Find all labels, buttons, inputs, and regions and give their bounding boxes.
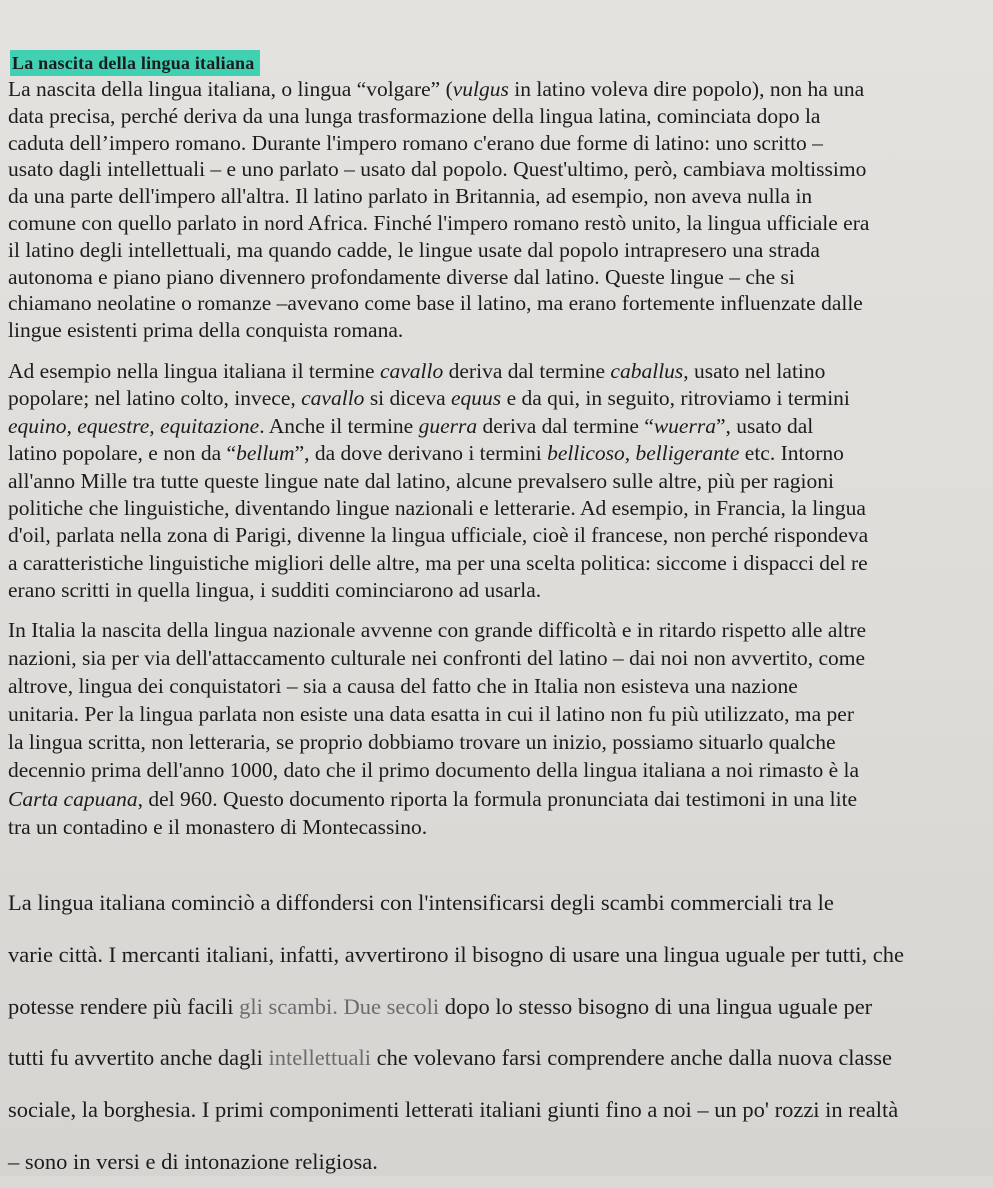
text-line: sociale, la borghesia. I primi componimenti letterati italiani giunti fino a noi – un po' rozzi in realtà (8, 1097, 899, 1123)
text-line: nazioni, sia per via dell'attaccamento culturale nei confronti del latino – dai noi non avvertito, come (8, 646, 865, 671)
paragraph-4 (8, 877, 983, 1188)
text-line: chiamano neolatine o romanze –avevano come base il latino, ma erano fortemente influenzate dalle (8, 291, 863, 316)
text-line: comune con quello parlato in nord Africa. Finché l'impero romano restò unito, la lingua ufficiale era (8, 210, 870, 235)
document-title: La nascita della lingua italiana (10, 50, 260, 76)
text-line: autonoma e piano piano divennero profondamente diverse dal latino. Queste lingue – che si (8, 264, 795, 289)
text-line: – sono in versi e di intonazione religiosa. (8, 1148, 378, 1174)
text-line: lingue esistenti prima della conquista romana. (8, 318, 404, 343)
text-line: Ad esempio nella lingua italiana il termine cavallo deriva dal termine caballus, usato nel latino (8, 359, 826, 383)
text-line: varie città. I mercanti italiani, infatti, avvertirono il bisogno di usare una lingua uguale per tutti, che (8, 941, 904, 967)
text-line: In Italia la nascita della lingua nazionale avvenne con grande difficoltà e in ritardo rispetto alle altre (8, 618, 867, 642)
text-line: il latino degli intellettuali, ma quando cadde, le lingue usate dal popolo intrapresero una strada (8, 237, 820, 262)
text-line: la lingua scritta, non letteraria, se proprio dobbiamo trovare un inizio, possiamo situarlo qualche (8, 730, 836, 755)
text-line: La nascita della lingua italiana, o lingua “volgare” (vulgus in latino voleva dire popolo), non ha una (8, 77, 865, 101)
text-line: unitaria. Per la lingua parlata non esiste una data esatta in cui il latino non fu più utilizzato, ma per (8, 702, 854, 727)
text-line: politiche che linguistiche, diventando lingue nazionali e letterarie. Ad esempio, in Francia, la lingua (8, 496, 866, 521)
text-line: La lingua italiana cominciò a diffondersi con l'intensificarsi degli scambi commerciali tra le (8, 890, 834, 915)
text-line: tra un contadino e il monastero di Montecassino. (8, 814, 428, 839)
text-line: latino popolare, e non da “bellum”, da dove derivano i termini bellicoso, belligerante etc. Intorno (8, 441, 844, 466)
paragraph-2 (8, 358, 983, 605)
text-line: erano scritti in quella lingua, i sudditi cominciarono ad usarla. (8, 578, 542, 603)
text-line: d'oil, parlata nella zona di Parigi, divenne la lingua ufficiale, cioè il francese, non perché rispondeva (8, 523, 869, 548)
text-line: equino, equestre, equitazione. Anche il termine guerra deriva dal termine “wuerra”, usato dal (8, 413, 814, 438)
text-line: decennio prima dell'anno 1000, dato che il primo documento della lingua italiana a noi rimasto è la (8, 758, 860, 783)
paragraph-1 (8, 76, 983, 344)
text-line: tutti fu avvertito anche dagli intellettuali che volevano farsi comprendere anche dalla nuova classe (8, 1045, 893, 1071)
text-line: potesse rendere più facili gli scambi. Due secoli dopo lo stesso bisogno di una lingua uguale per (8, 993, 873, 1019)
text-line: data precisa, perché deriva da una lunga trasformazione della lingua latina, cominciata dopo la (8, 103, 821, 128)
text-line: popolare; nel latino colto, invece, cavallo si diceva equus e da qui, in seguito, ritroviamo i termini (8, 386, 850, 411)
text-line: da una parte dell'impero all'altra. Il latino parlato in Britannia, ad esempio, non aveva nulla in (8, 184, 813, 209)
text-line: altrove, lingua dei conquistatori – sia a causa del fatto che in Italia non esisteva una nazione (8, 674, 798, 699)
text-line: a caratteristiche linguistiche migliori delle altre, ma per una scelta politica: siccome i dispacci del re (8, 550, 868, 575)
text-line: Carta capuana, del 960. Questo documento riporta la formula pronunciata dai testimoni in una lite (8, 786, 858, 811)
text-line: all'anno Mille tra tutte queste lingue nate dal latino, alcune prevalsero sulle altre, più per ragioni (8, 468, 834, 493)
paragraph-3 (8, 616, 983, 841)
text-line: caduta dell’impero romano. Durante l'impero romano c'erano due forme di latino: uno scritto – (8, 130, 823, 155)
text-line: usato dagli intellettuali – e uno parlato – usato dal popolo. Quest'ultimo, però, cambiava moltissimo (8, 157, 867, 182)
